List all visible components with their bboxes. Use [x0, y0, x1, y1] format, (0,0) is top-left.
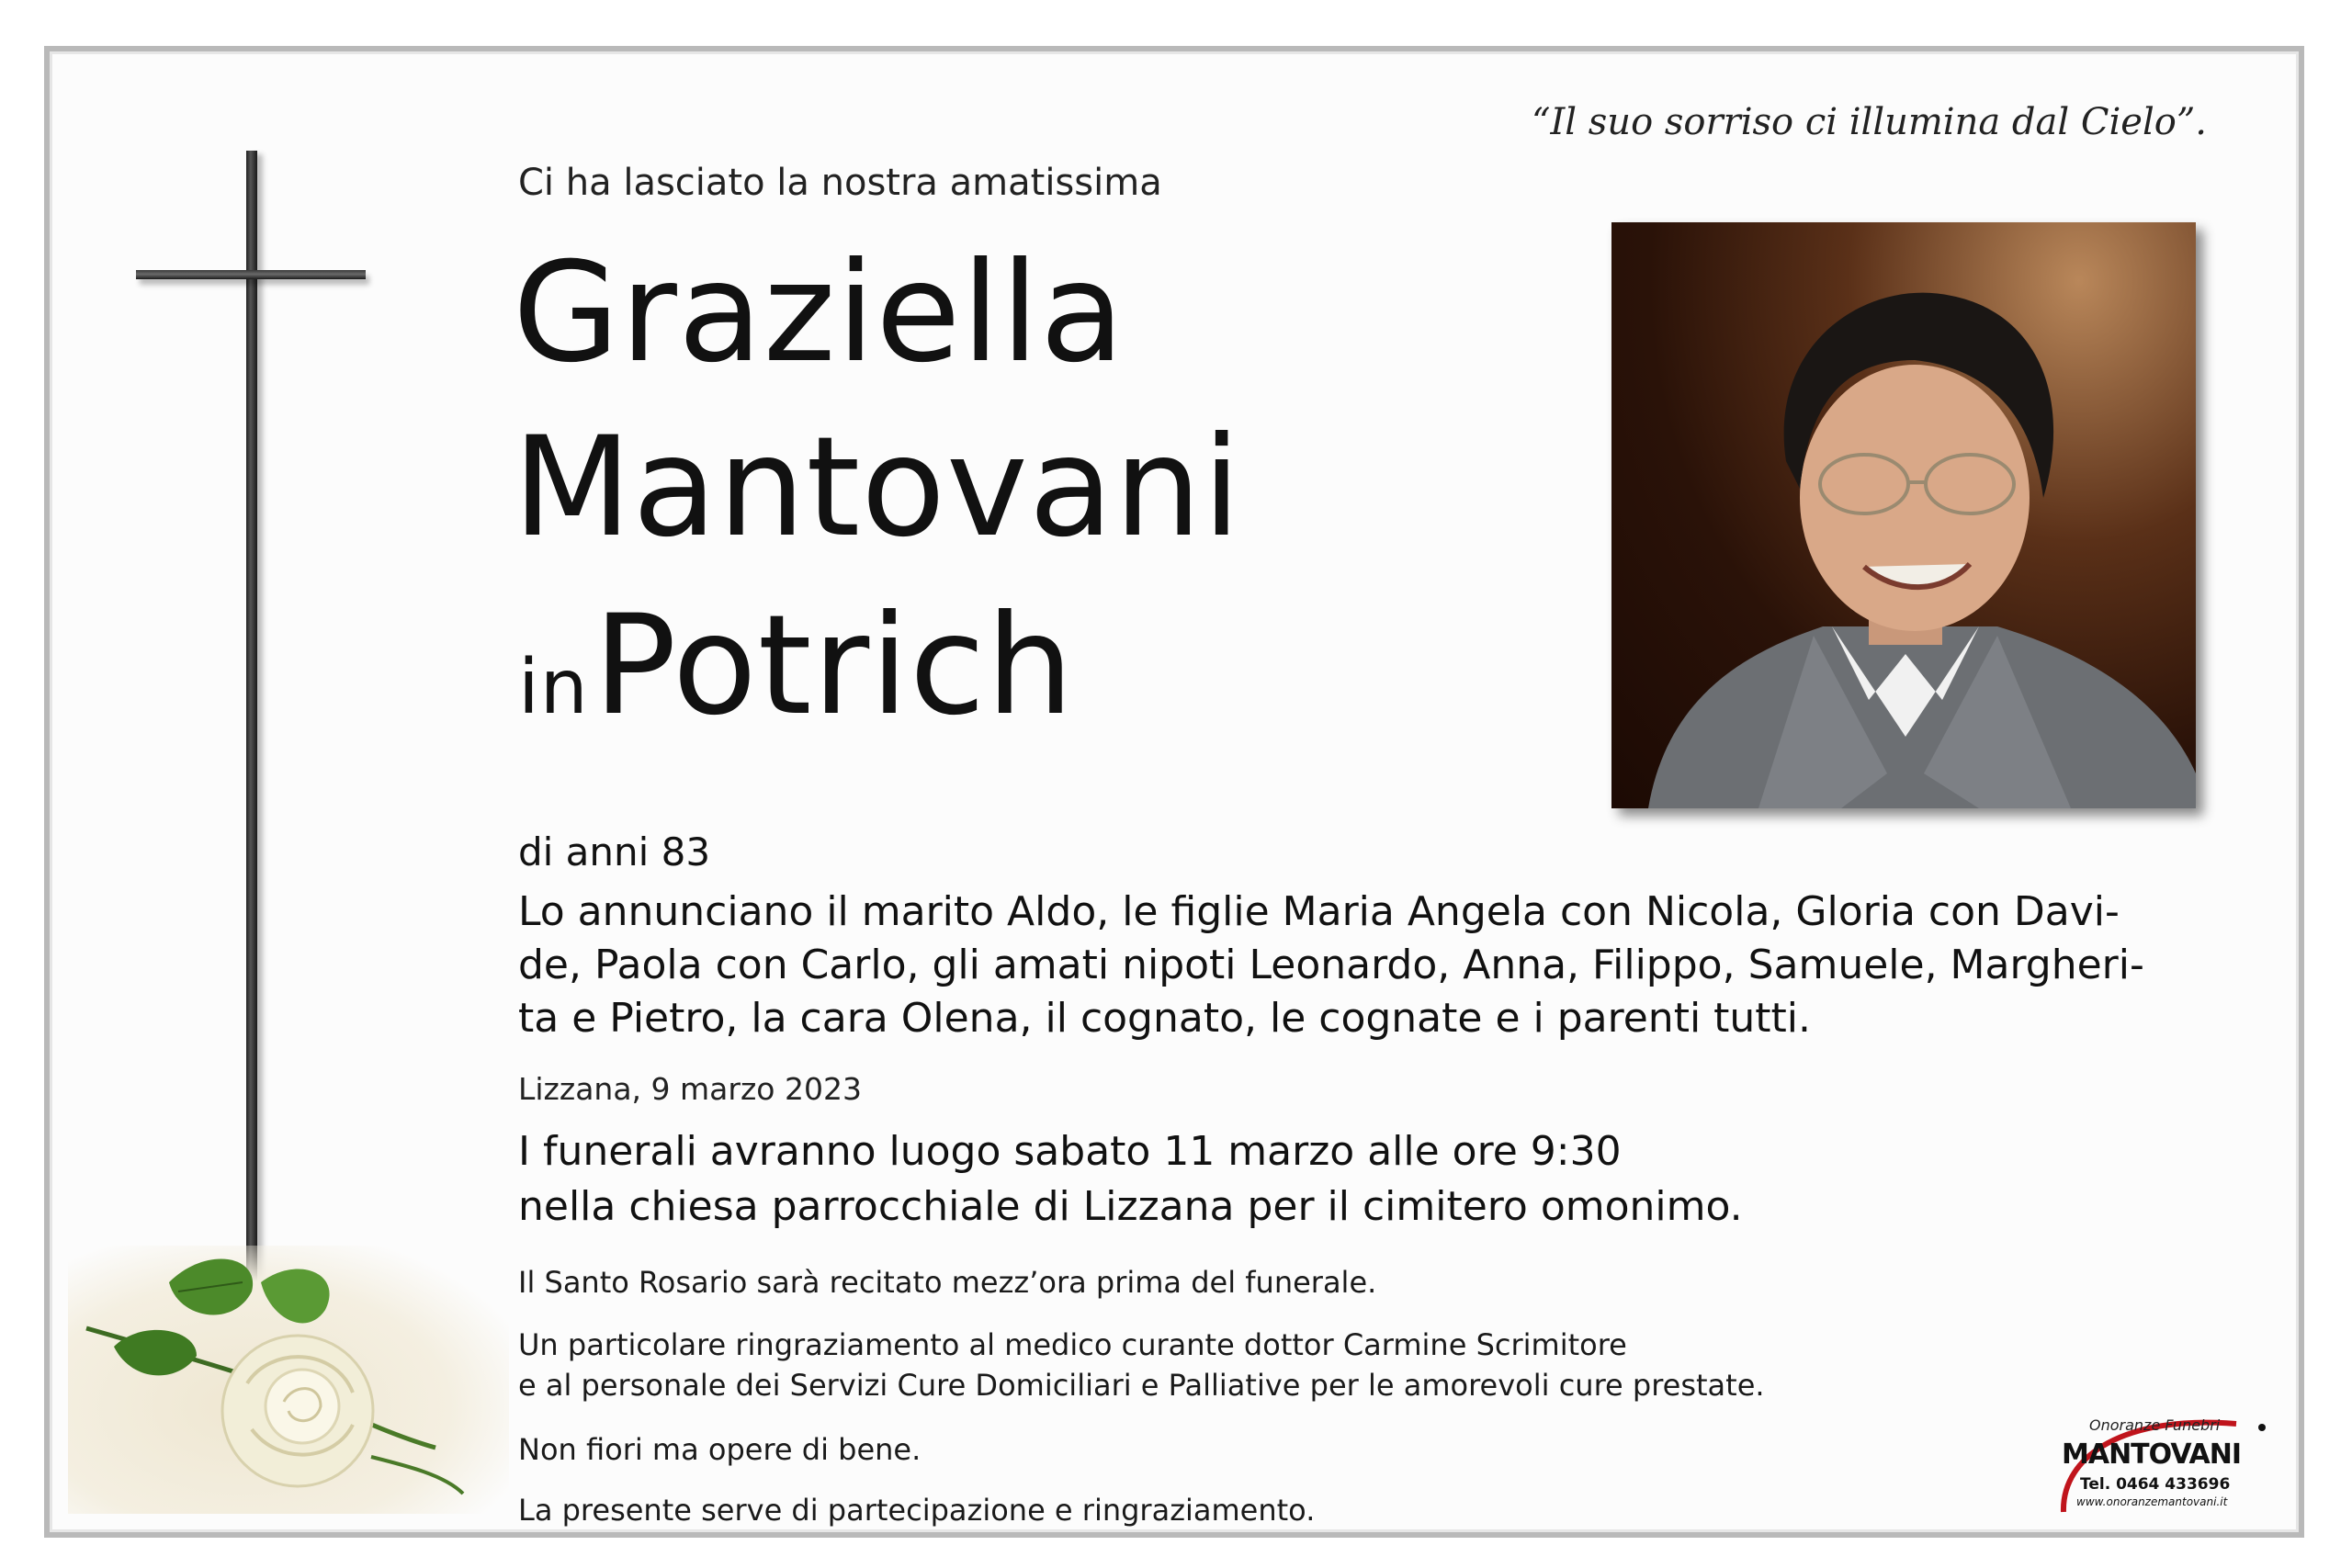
thanks-line: e al personale dei Servizi Cure Domiciliari e Palliative per le amorevoli cure prestate. [518, 1368, 1765, 1403]
intro-text: Ci ha lasciato la nostra amatissima [518, 162, 1162, 204]
funeral-info [518, 1124, 1743, 1235]
announcement [518, 886, 2144, 1045]
logo-website: www.onoranzemantovani.it [2076, 1495, 2228, 1508]
funeral-home-logo [2052, 1400, 2282, 1516]
white-rose-icon [68, 1246, 509, 1514]
married-prefix: in [518, 644, 589, 731]
announcement-line: Lo annunciano il marito Aldo, le figlie Maria Angela con Nicola, Gloria con Davi- [518, 888, 2120, 935]
rosary-text: Il Santo Rosario sarà recitato mezz’ora prima del funerale. [518, 1265, 1377, 1300]
funeral-line: I funerali avranno luogo sabato 11 marzo alle ore 9:30 [518, 1128, 1622, 1175]
cross-icon [246, 151, 257, 1290]
last-name: Mantovani [513, 408, 1242, 568]
obituary-card [44, 46, 2304, 1538]
first-name: Graziella [513, 233, 1125, 393]
logo-tagline: Onoranze Funebri [2089, 1416, 2221, 1434]
announcement-line: de, Paola con Carlo, gli amati nipoti Leonardo, Anna, Filippo, Samuele, Margheri- [518, 942, 2144, 988]
married-name [518, 586, 1075, 746]
rose-illustration [68, 1246, 509, 1514]
married-surname: Potrich [593, 586, 1075, 746]
thanks-line: Un particolare ringraziamento al medico curante dottor Carmine Scrimitore [518, 1327, 1627, 1362]
logo-name: MANTOVANI [2062, 1438, 2242, 1471]
cross-bar-icon [136, 270, 366, 279]
logo-phone: Tel. 0464 433696 [2080, 1475, 2231, 1494]
portrait-illustration [1611, 222, 2196, 808]
closing-text: La presente serve di partecipazione e ringraziamento. [518, 1493, 1316, 1528]
funeral-line: nella chiesa parrocchiale di Lizzana per il cimitero omonimo. [518, 1183, 1743, 1230]
announcement-line: ta e Pietro, la cara Olena, il cognato, le cognate e i parenti tutti. [518, 995, 1812, 1042]
place-date: Lizzana, 9 marzo 2023 [518, 1071, 862, 1107]
no-flowers-text: Non fiori ma opere di bene. [518, 1432, 922, 1467]
portrait-photo [1611, 222, 2196, 808]
age-text: di anni 83 [518, 829, 711, 874]
quote-text: “Il suo sorriso ci illumina dal Cielo”. [1532, 101, 2207, 143]
